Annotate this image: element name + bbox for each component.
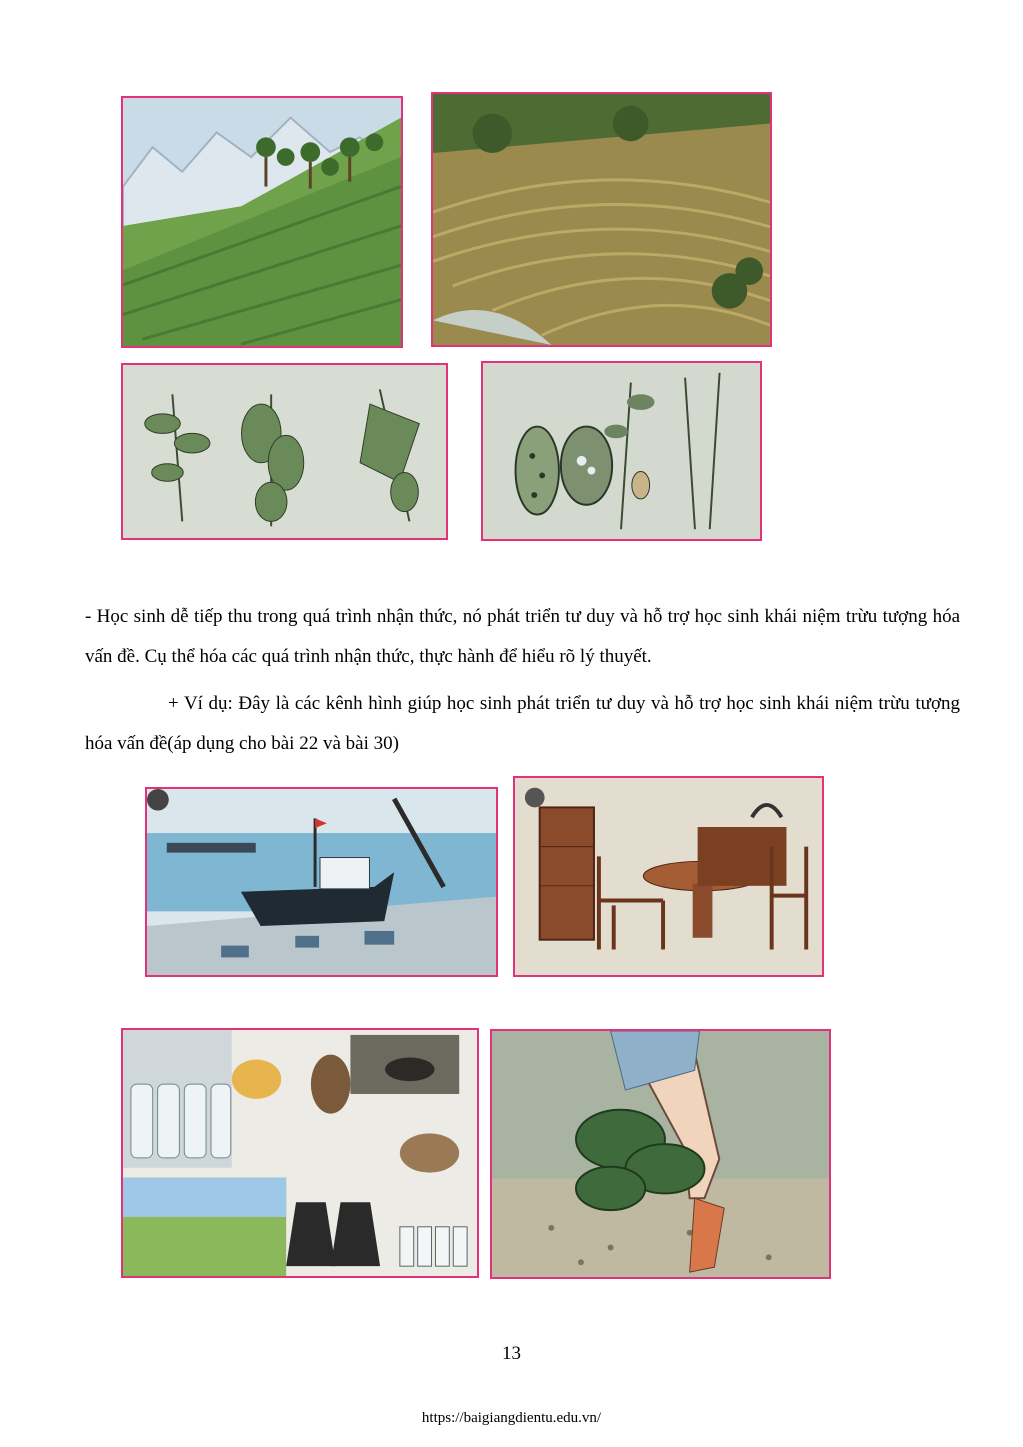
diseased-leaf-drawings-image [481, 361, 762, 541]
footer-url[interactable]: https://baigiangdientu.edu.vn/ [421, 1410, 602, 1426]
hand-harvesting-root-crop-image [490, 1029, 831, 1279]
paragraph-example: + Ví dụ: Đây là các kênh hình giúp học sinh phát triển tư duy và hỗ trợ học sinh khái niệm trừu tượng hóa vấn đề(áp dụng cho bài 22 và bài 30) [85, 693, 960, 754]
hillside-plantation-image [121, 96, 403, 348]
plant-leaf-drawings-image [121, 363, 448, 540]
paragraph-learning-benefits: - Học sinh dễ tiếp thu trong quá trình nhận thức, nó phát triển tư duy và hỗ trợ học sinh khái niệm trừu tượng hóa vấn đề. Cụ thể hóa các quá trình nhận thức, thực hành để hiểu rõ lý thuyết. [85, 606, 960, 667]
page-number: 13 [502, 1343, 521, 1364]
terraced-rice-fields-image [431, 92, 772, 347]
harbor-port-image [145, 787, 498, 977]
livestock-products-collage-image [121, 1028, 479, 1278]
wooden-furniture-image [513, 776, 824, 977]
